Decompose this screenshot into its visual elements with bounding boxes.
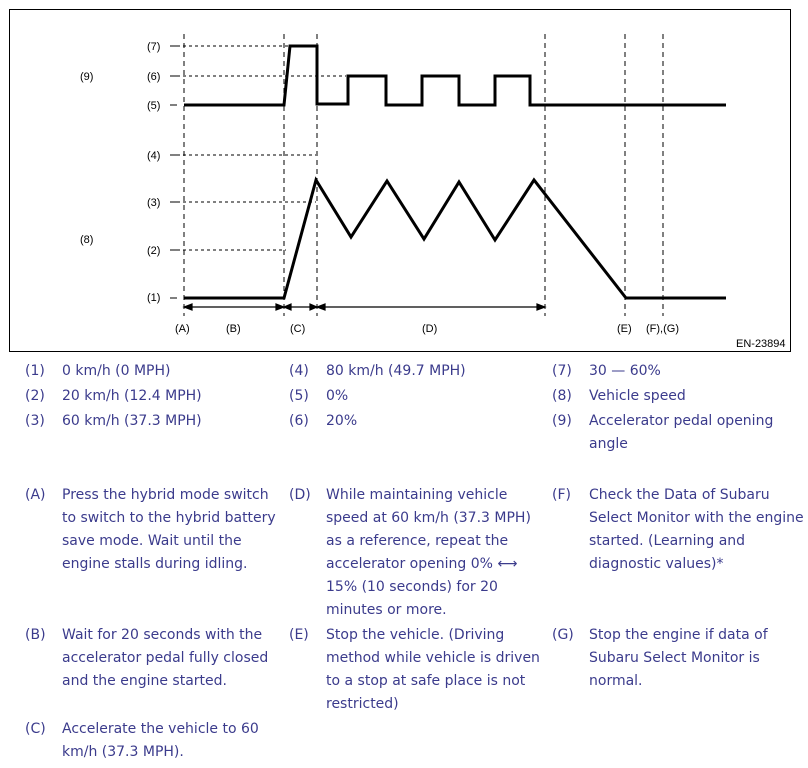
- phase-label-c: (C): [290, 323, 306, 335]
- phase-label-a: (A): [175, 323, 190, 335]
- figure-id: EN-23894: [736, 338, 786, 350]
- phase-label-b: (B): [226, 323, 241, 335]
- legend-item-9: (9) Accelerator pedal opening angle: [552, 413, 774, 452]
- label-8: (8): [80, 234, 94, 246]
- phase-label-e: (E): [617, 323, 632, 335]
- label-7: (7): [147, 41, 161, 53]
- label-1: (1): [147, 292, 161, 304]
- label-3: (3): [147, 197, 161, 209]
- label-4: (4): [147, 150, 161, 162]
- label-5: (5): [147, 100, 161, 112]
- label-9: (9): [80, 71, 94, 83]
- phase-label-d: (D): [422, 323, 438, 335]
- label-2: (2): [147, 245, 161, 257]
- phase-label-fg: (F),(G): [646, 323, 679, 335]
- label-6: (6): [147, 71, 161, 83]
- legend: (1) 0 km/h (0 MPH) (2) 20 km/h (12.4 MPH) (3) 60 km/h (37.3 MPH) (4) 80 km/h (49.7 MPH) (5) 0% (6) 20% (7) 30 — 60% (8) Vehicle speed (9) Accelerator pedal opening angle (A) Press the hybrid mode switch to switch to the hybrid battery save mode. Wait until the engine stalls during idling. (B) Wait for 20 seconds with the accelerator pedal fully closed and the engine started. (C) Accelerate the vehicle to 60 km/h (37.3 MPH). (D) While maintaining vehicle speed at 60 km/h (37.3 MPH) as a reference, repeat the accelerator opening 0% ⟷ 15% (10 seconds) for 20 minutes or more. (E) Stop the vehicle. (Driving method while vehicle is driven to a stop at safe place is not restricted) (F) Check the Data of Subaru Select Monitor with the engine started. (Learning and diagnostic values)* (G) Stop the engine if data of Subaru Select Monitor is normal.: [25, 363, 804, 760]
